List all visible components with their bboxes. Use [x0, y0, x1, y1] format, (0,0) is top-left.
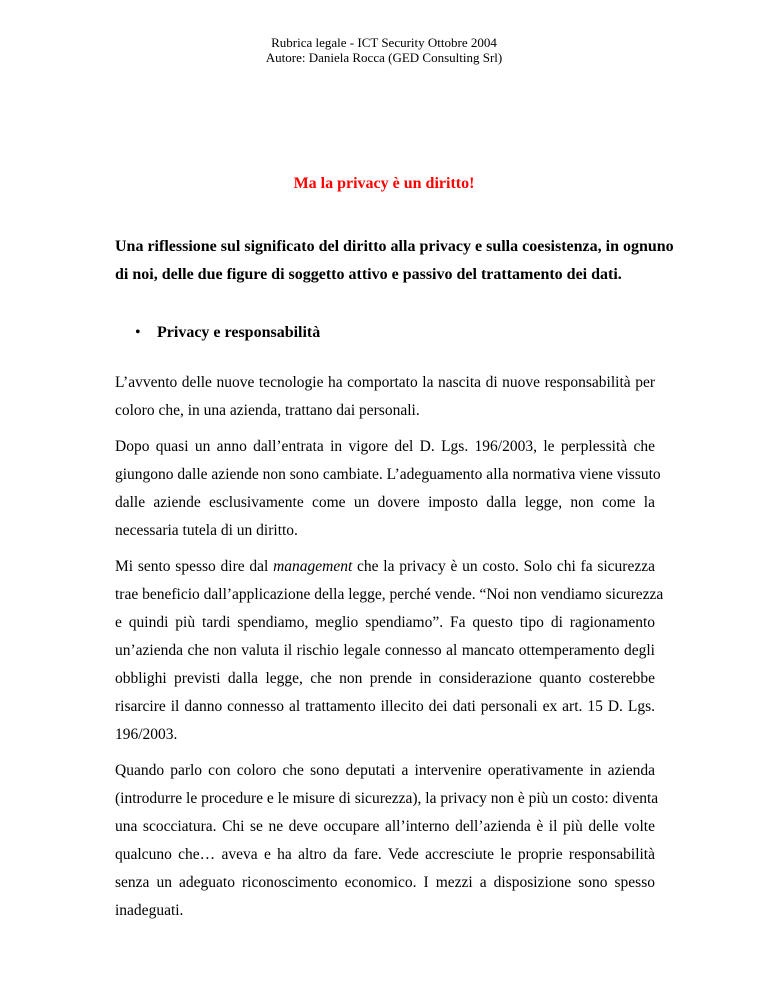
paragraph-line: Dopo quasi un anno dall’entrata in vigore del D. Lgs. 196/2003, le perplessità che — [115, 438, 655, 455]
paragraph-text: Mi sento spesso dire dal — [115, 558, 274, 575]
paragraph-line: trae beneficio dall’applicazione della legge, perché vende. “Noi non vendiamo sicurezza — [115, 586, 664, 603]
section-heading-text: Privacy e responsabilità — [157, 324, 321, 341]
emphasis-text: management — [273, 558, 353, 575]
paragraph-line: una scocciatura. Chi se ne deve occupare all’interno dell’azienda è il più delle volte — [115, 818, 655, 835]
paragraph-line: L’avvento delle nuove tecnologie ha comportato la nascita di nuove responsabilità per — [115, 374, 655, 391]
paragraph — [115, 433, 661, 545]
paragraph-line: dalle aziende esclusivamente come un dovere imposto dalla legge, non come la — [115, 494, 655, 511]
header-author: Autore: Daniela Rocca (GED Consulting Srl) — [265, 50, 503, 65]
paragraph-line: coloro che, in una azienda, trattano dai personali. — [115, 402, 420, 419]
paragraph-text: che la privacy è un costo. Solo chi fa sicurezza — [352, 558, 655, 575]
paragraph-line: Quando parlo con coloro che sono deputati a intervenire operativamente in azienda — [115, 762, 655, 779]
paragraph-line: (introdurre le procedure e le misure di sicurezza), la privacy non è più un costo: diventa — [115, 790, 659, 807]
paragraph-line-mixed — [115, 553, 655, 581]
paragraph-line: qualcuno che… aveva e ha altro da fare. Vede accresciute le proprie responsabilità — [115, 846, 655, 863]
subtitle-line: Una riflessione sul significato del diritto alla privacy e sulla coesistenza, in ognuno — [115, 238, 674, 255]
document-subtitle — [115, 232, 674, 288]
paragraph — [115, 757, 659, 925]
paragraph-line: e quindi più tardi spendiamo, meglio spendiamo”. Fa questo tipo di ragionamento — [115, 614, 655, 631]
page-header — [0, 35, 768, 65]
paragraph-line: obblighi previsti dalla legge, che non prende in considerazione quanto costerebbe — [115, 670, 655, 687]
paragraph-line: risarcire il danno connesso al trattamento illecito dei dati personali ex art. 15 D. Lgs. — [115, 698, 655, 715]
bullet-icon: • — [135, 324, 141, 341]
paragraph-line: senza un adeguato riconoscimento economico. I mezzi a disposizione sono spesso — [115, 874, 655, 891]
paragraph-line: un’azienda che non valuta il rischio legale connesso al mancato ottemperamento degli — [115, 642, 655, 659]
paragraph-line: giungono dalle aziende non sono cambiate. L’adeguamento alla normativa viene vissuto — [115, 466, 661, 483]
paragraph-line: inadeguati. — [115, 902, 184, 919]
header-publication: Rubrica legale - ICT Security Ottobre 2004 — [271, 35, 497, 50]
document-title: Ma la privacy è un diritto! — [293, 175, 475, 192]
paragraph — [115, 369, 655, 425]
paragraph-line: necessaria tutela di un diritto. — [115, 522, 298, 539]
document-body — [115, 369, 664, 933]
paragraph — [115, 553, 664, 749]
subtitle-line: di noi, delle due figure di soggetto attivo e passivo del trattamento dei dati. — [115, 266, 622, 283]
paragraph-line: 196/2003. — [115, 726, 178, 743]
